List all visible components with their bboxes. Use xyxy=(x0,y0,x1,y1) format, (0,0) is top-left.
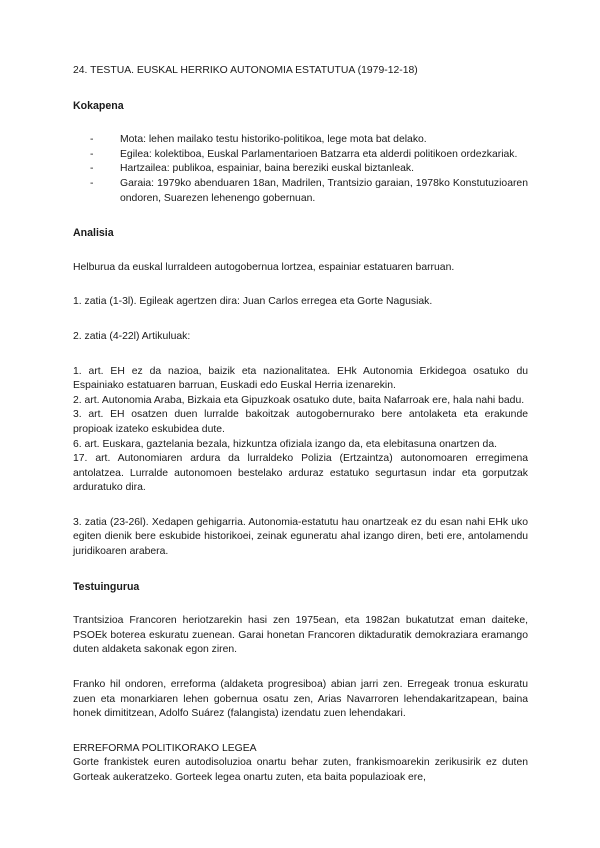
kokapena-list xyxy=(73,133,528,206)
list-item: - Garaia: 1979ko abenduaren 18an, Madrilen, Trantsizio garaian, 1978ko Konstutuzioaren ondoren, Suarezen lehenengo gobernuan. xyxy=(90,177,528,206)
document-title: 24. TESTUA. EUSKAL HERRIKO AUTONOMIA ESTATUTUA (1979-12-18) xyxy=(73,65,418,76)
list-item: - Hartzailea: publikoa, espainiar, baina bereziki euskal biztanleak. xyxy=(90,162,528,177)
article-paragraph: 3. art. EH osatzen duen lurralde bakoitzak autogobernurako bere antolaketa eta erakunde propioak izateko eskubidea dute. xyxy=(73,409,528,435)
list-item: - Egilea: kolektiboa, Euskal Parlamentarioen Batzarra eta alderdi politikoen ordezkariak. xyxy=(90,148,528,163)
article-paragraph: 17. art. Autonomiaren ardura da lurraldeko Polizia (Ertzaintza) autonomoaren erregimena antolatzea. Lurralde autonomoen bestelako arduraz estatuko segurtasun indar eta gorputzak arduratuko dira. xyxy=(73,453,528,494)
article-paragraph: 1. art. EH ez da nazioa, baizik eta nazionalitatea. EHk Autonomia Erkidegoa osatuko du Espainiako estatuaren barruan, Euskadi edo Euskal Herria izenarekin. xyxy=(73,365,528,392)
paragraph: 1. zatia (1-3l). Egileak agertzen dira: Juan Carlos erregea eta Gorte Nagusiak. xyxy=(73,296,433,308)
paragraph: 3. zatia (23-26l). Xedapen gehigarria. Autonomia-estatutu hau onartzeak ez du esan nahi EHk uko egiten dienik bere eskubide historikoei, zeinak eguneratu ahal izango diren, beti ere, antolamendu juridikoaren arabera. xyxy=(73,516,528,558)
document-page xyxy=(73,64,528,786)
article-paragraph: 6. art. Euskara, gaztelania bezala, hizkuntza ofiziala izango da, eta elebitasuna onartzen da. xyxy=(73,438,497,450)
article-paragraph: 2. art. Autonomia Araba, Bizkaia eta Gipuzkoak osatuko dute, baita Nafarroak ere, hala nahi badu. xyxy=(73,394,525,406)
paragraph: Helburua da euskal lurraldeen autogobernua lortzea, espainiar estatuaren barruan. xyxy=(73,261,455,273)
section-heading-testuingurua: Testuingurua xyxy=(73,580,140,593)
section-heading-analisia: Analisia xyxy=(73,227,114,240)
subheading: ERREFORMA POLITIKORAKO LEGEA xyxy=(73,742,257,754)
list-item: - Mota: lehen mailako testu historiko-politikoa, lege mota bat delako. xyxy=(90,133,528,148)
paragraph: Franko hil ondoren, erreforma (aldaketa progresiboa) abian jarri zen. Erregeak tronua eskuratu zuen eta monarkiaren lehen gobernua osatu zen, Arias Navarroren lehendakaritzapean, baina honek dimititzean, Adolfo Suárez (falangista) izendatu zuen lehendakari. xyxy=(73,679,528,720)
section-heading-kokapena: Kokapena xyxy=(73,99,124,112)
paragraph: Trantsizioa Francoren heriotzarekin hasi zen 1975ean, eta 1982an bukatutzat eman daiteke, PSOEk boterea eskuratu zuenean. Garai honetan Francoren diktaduratik demokraziara eramango duten aldaketa sakonak egon ziren. xyxy=(73,615,528,656)
paragraph: 2. zatia (4-22l) Artikuluak: xyxy=(73,330,191,342)
paragraph: Gorte frankistek euren autodisoluzioa onartu behar zuten, frankismoarekin zerikusirik ez duten Gorteak aukeratzeko. Gorteek legea onartu zuten, eta baita populazioak ere, xyxy=(73,757,528,783)
